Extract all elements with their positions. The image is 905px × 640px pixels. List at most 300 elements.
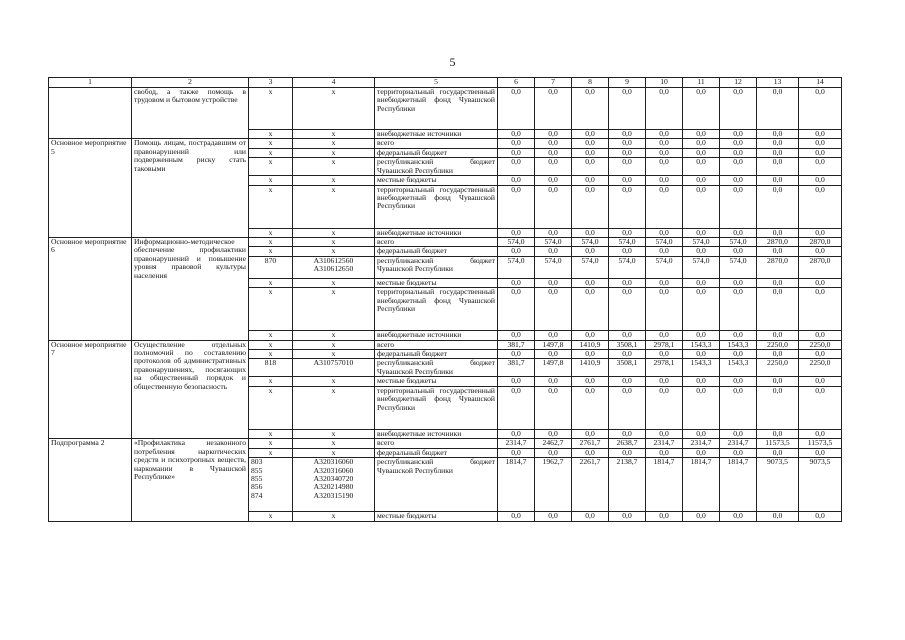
header-cell: 9 [609, 78, 646, 88]
grbs-cell: x [249, 448, 293, 457]
source-cell: местные бюджеты [375, 278, 498, 287]
value-cell: 0,0 [720, 278, 757, 287]
code-cell: x [293, 238, 375, 247]
value-cell: 0,0 [535, 278, 572, 287]
value-cell: 0,0 [799, 88, 842, 130]
value-cell: 1543,3 [683, 359, 720, 377]
value-cell: 0,0 [720, 448, 757, 457]
grbs-cell: x [249, 340, 293, 349]
value-cell: 0,0 [646, 386, 683, 429]
value-cell: 0,0 [799, 148, 842, 157]
event-label: Основное мероприятие 5 [49, 139, 132, 238]
value-cell: 0,0 [799, 278, 842, 287]
source-cell: республиканский бюджет Чувашской Республики [375, 359, 498, 377]
value-cell: 0,0 [720, 377, 757, 386]
value-cell: 0,0 [799, 288, 842, 331]
value-cell: 0,0 [572, 247, 609, 256]
value-cell: 0,0 [572, 130, 609, 139]
value-cell: 2250,0 [799, 359, 842, 377]
grbs-cell: 870 [249, 256, 293, 278]
value-cell: 0,0 [609, 148, 646, 157]
value-cell: 0,0 [498, 448, 535, 457]
source-cell: внебюджетные источники [375, 429, 498, 438]
value-cell: 1814,7 [683, 458, 720, 512]
code-line: А320316060 [313, 457, 354, 467]
code-line: А310612560 [313, 256, 354, 265]
value-cell: 0,0 [572, 185, 609, 228]
code-cell: x [293, 350, 375, 359]
event-label: Основное мероприятие 7 [49, 340, 132, 439]
value-cell: 0,0 [572, 148, 609, 157]
source-cell: республиканский бюджет Чувашской Республики [375, 256, 498, 278]
code-line: А320316060 [313, 465, 354, 475]
source-cell: республиканский бюджет Чувашской Республики [375, 158, 498, 176]
code-cell: x [293, 288, 375, 331]
value-cell: 0,0 [572, 278, 609, 287]
grbs-line: 855 [251, 465, 263, 475]
value-cell: 0,0 [646, 350, 683, 359]
value-cell: 2250,0 [757, 340, 799, 349]
value-cell: 3508,1 [609, 359, 646, 377]
value-cell: 0,0 [609, 247, 646, 256]
value-cell: 0,0 [799, 228, 842, 237]
value-cell: 574,0 [609, 256, 646, 278]
value-cell: 0,0 [646, 185, 683, 228]
value-cell: 0,0 [535, 386, 572, 429]
value-cell: 0,0 [757, 185, 799, 228]
value-cell: 2978,1 [646, 340, 683, 349]
header-cell: 5 [375, 78, 498, 88]
value-cell: 381,7 [498, 340, 535, 349]
value-cell: 0,0 [535, 130, 572, 139]
value-cell: 0,0 [498, 176, 535, 185]
value-cell: 0,0 [757, 228, 799, 237]
grbs-cell: x [249, 288, 293, 331]
value-cell: 0,0 [498, 386, 535, 429]
value-cell: 0,0 [646, 228, 683, 237]
budget-table [48, 77, 842, 522]
value-cell: 0,0 [535, 176, 572, 185]
value-cell: 0,0 [757, 130, 799, 139]
value-cell: 0,0 [757, 247, 799, 256]
value-cell: 0,0 [757, 278, 799, 287]
code-line: А320214980 [313, 482, 354, 492]
value-cell: 0,0 [572, 386, 609, 429]
code-cell: x [293, 247, 375, 256]
source-cell: федеральный бюджет [375, 448, 498, 457]
event-label: Подпрограмма 2 [49, 439, 132, 521]
code-line: А320315190 [313, 490, 354, 500]
value-cell: 0,0 [609, 278, 646, 287]
value-cell: 1814,7 [646, 458, 683, 512]
value-cell: 0,0 [535, 88, 572, 130]
code-cell: x [293, 148, 375, 157]
header-cell: 14 [799, 78, 842, 88]
value-cell: 2638,7 [609, 439, 646, 448]
grbs-cell: x [249, 439, 293, 448]
grbs-cell: x [249, 377, 293, 386]
code-cell: x [293, 377, 375, 386]
value-cell: 9073,5 [799, 458, 842, 512]
value-cell: 574,0 [572, 238, 609, 247]
value-cell: 2261,7 [572, 458, 609, 512]
value-cell: 0,0 [609, 130, 646, 139]
value-cell: 574,0 [572, 256, 609, 278]
code-cell: x [293, 386, 375, 429]
value-cell: 0,0 [498, 247, 535, 256]
value-cell: 0,0 [535, 139, 572, 148]
grbs-cell: x [249, 247, 293, 256]
value-cell: 0,0 [757, 331, 799, 340]
grbs-cell: x [249, 331, 293, 340]
value-cell: 0,0 [572, 377, 609, 386]
code-cell: x [293, 278, 375, 287]
value-cell: 0,0 [535, 158, 572, 176]
value-cell: 0,0 [609, 185, 646, 228]
value-cell: 0,0 [646, 88, 683, 130]
value-cell: 0,0 [609, 512, 646, 521]
value-cell: 0,0 [498, 350, 535, 359]
source-cell: всего [375, 238, 498, 247]
value-cell: 0,0 [799, 350, 842, 359]
header-cell: 6 [498, 78, 535, 88]
value-cell: 0,0 [609, 350, 646, 359]
value-cell: 0,0 [683, 88, 720, 130]
value-cell: 0,0 [609, 331, 646, 340]
value-cell: 1410,9 [572, 340, 609, 349]
code-cell: x [293, 512, 375, 521]
event-description: свобод, а также помощь в трудовом и бытовом устройстве [132, 88, 249, 139]
value-cell: 574,0 [535, 238, 572, 247]
value-cell: 574,0 [646, 238, 683, 247]
value-cell: 381,7 [498, 359, 535, 377]
value-cell: 574,0 [535, 256, 572, 278]
code-cell: x [293, 88, 375, 130]
value-cell: 0,0 [498, 88, 535, 130]
value-cell: 574,0 [498, 256, 535, 278]
value-cell: 0,0 [799, 185, 842, 228]
code-cell [293, 256, 375, 278]
code-line: А320340720 [313, 473, 354, 483]
value-cell: 0,0 [757, 448, 799, 457]
grbs-cell: x [249, 386, 293, 429]
code-line: А310612650 [313, 264, 354, 274]
source-cell: республиканский бюджет Чувашской Республики [375, 458, 498, 512]
grbs-cell: x [249, 228, 293, 237]
value-cell: 0,0 [498, 228, 535, 237]
table-row [49, 340, 842, 349]
value-cell: 0,0 [609, 386, 646, 429]
source-cell: федеральный бюджет [375, 350, 498, 359]
value-cell: 0,0 [720, 247, 757, 256]
value-cell: 0,0 [683, 386, 720, 429]
grbs-cell: x [249, 88, 293, 130]
source-cell: территориальный государственный внебюджетный фонд Чувашской Республики [375, 185, 498, 228]
value-cell: 0,0 [609, 88, 646, 130]
value-cell: 574,0 [683, 238, 720, 247]
source-cell: всего [375, 439, 498, 448]
value-cell: 2314,7 [683, 439, 720, 448]
source-cell: местные бюджеты [375, 512, 498, 521]
value-cell: 0,0 [720, 331, 757, 340]
header-cell: 8 [572, 78, 609, 88]
value-cell: 0,0 [646, 247, 683, 256]
header-cell: 10 [646, 78, 683, 88]
value-cell: 0,0 [572, 350, 609, 359]
value-cell: 0,0 [683, 448, 720, 457]
value-cell: 0,0 [535, 228, 572, 237]
value-cell: 0,0 [799, 331, 842, 340]
header-row [49, 78, 842, 88]
grbs-cell: x [249, 238, 293, 247]
header-cell: 13 [757, 78, 799, 88]
value-cell: 0,0 [720, 88, 757, 130]
table-row [49, 139, 842, 148]
value-cell: 0,0 [535, 350, 572, 359]
value-cell: 2761,7 [572, 439, 609, 448]
value-cell: 0,0 [757, 429, 799, 438]
value-cell: 0,0 [535, 331, 572, 340]
value-cell: 0,0 [757, 148, 799, 157]
grbs-cell: x [249, 429, 293, 438]
value-cell: 1543,3 [683, 340, 720, 349]
value-cell: 574,0 [720, 238, 757, 247]
value-cell: 0,0 [572, 429, 609, 438]
value-cell: 2870,0 [757, 238, 799, 247]
grbs-cell: 818 [249, 359, 293, 377]
header-cell: 1 [49, 78, 132, 88]
value-cell: 0,0 [683, 429, 720, 438]
value-cell: 0,0 [646, 512, 683, 521]
value-cell: 0,0 [683, 512, 720, 521]
value-cell: 0,0 [799, 158, 842, 176]
header-cell: 4 [293, 78, 375, 88]
table-body [49, 78, 842, 522]
value-cell: 11573,5 [799, 439, 842, 448]
value-cell: 0,0 [609, 448, 646, 457]
value-cell: 0,0 [646, 148, 683, 157]
value-cell: 2870,0 [799, 238, 842, 247]
grbs-cell: x [249, 130, 293, 139]
value-cell: 0,0 [572, 448, 609, 457]
value-cell: 11573,5 [757, 439, 799, 448]
value-cell: 0,0 [572, 512, 609, 521]
source-cell: местные бюджеты [375, 377, 498, 386]
value-cell: 2138,7 [609, 458, 646, 512]
event-description: Помощь лицам, пострадавшим от правонарушений или подверженным риску стать таковыми [132, 139, 249, 238]
value-cell: 0,0 [720, 429, 757, 438]
value-cell: 0,0 [799, 448, 842, 457]
value-cell: 0,0 [646, 176, 683, 185]
value-cell: 0,0 [498, 377, 535, 386]
source-cell: внебюджетные источники [375, 331, 498, 340]
value-cell: 0,0 [799, 130, 842, 139]
value-cell: 0,0 [683, 247, 720, 256]
value-cell: 0,0 [646, 139, 683, 148]
value-cell: 0,0 [609, 429, 646, 438]
event-description: «Профилактика незаконного потребления наркотических средств и психотропных веществ, наркомании в Чувашской Республике» [132, 439, 249, 521]
value-cell: 0,0 [498, 288, 535, 331]
value-cell: 0,0 [757, 88, 799, 130]
source-cell: внебюджетные источники [375, 130, 498, 139]
code-cell: x [293, 139, 375, 148]
value-cell: 0,0 [799, 512, 842, 521]
value-cell: 574,0 [646, 256, 683, 278]
value-cell: 2314,7 [646, 439, 683, 448]
value-cell: 3508,1 [609, 340, 646, 349]
value-cell: 0,0 [683, 288, 720, 331]
source-cell: территориальный государственный внебюджетный фонд Чувашской Республики [375, 386, 498, 429]
source-cell: федеральный бюджет [375, 148, 498, 157]
value-cell: 0,0 [799, 377, 842, 386]
grbs-line: 855 [251, 473, 263, 483]
value-cell: 0,0 [646, 429, 683, 438]
value-cell: 0,0 [498, 512, 535, 521]
value-cell: 0,0 [646, 331, 683, 340]
header-cell: 2 [132, 78, 249, 88]
value-cell: 0,0 [720, 176, 757, 185]
table-row [49, 88, 842, 130]
value-cell: 0,0 [498, 148, 535, 157]
event-description: Информационно-методическое обеспечение профилактики правонарушений и повышение уровня правовой культуры населения [132, 238, 249, 341]
value-cell: 0,0 [572, 88, 609, 130]
value-cell: 0,0 [498, 429, 535, 438]
code-cell: А310757010 [293, 359, 375, 377]
value-cell: 1497,8 [535, 359, 572, 377]
value-cell: 0,0 [498, 139, 535, 148]
value-cell: 2978,1 [646, 359, 683, 377]
grbs-cell [249, 458, 293, 512]
value-cell: 574,0 [720, 256, 757, 278]
grbs-cell: x [249, 185, 293, 228]
value-cell: 574,0 [683, 256, 720, 278]
value-cell: 0,0 [799, 247, 842, 256]
code-cell: x [293, 185, 375, 228]
value-cell: 0,0 [609, 158, 646, 176]
value-cell: 0,0 [572, 331, 609, 340]
value-cell: 0,0 [498, 130, 535, 139]
value-cell: 0,0 [535, 377, 572, 386]
grbs-cell: x [249, 176, 293, 185]
source-cell: местные бюджеты [375, 176, 498, 185]
header-cell: 12 [720, 78, 757, 88]
code-cell: x [293, 429, 375, 438]
value-cell: 0,0 [757, 386, 799, 429]
value-cell: 0,0 [535, 148, 572, 157]
value-cell: 0,0 [683, 139, 720, 148]
value-cell: 0,0 [535, 288, 572, 331]
source-cell: внебюджетные источники [375, 228, 498, 237]
value-cell: 0,0 [720, 350, 757, 359]
header-cell: 3 [249, 78, 293, 88]
value-cell: 2462,7 [535, 439, 572, 448]
value-cell: 0,0 [572, 139, 609, 148]
value-cell: 0,0 [572, 158, 609, 176]
value-cell: 0,0 [683, 130, 720, 139]
event-description: Осуществление отдельных полномочий по составлению протоколов об административных правонарушениях, посягающих на общественный порядок и общественную безопасность [132, 340, 249, 439]
value-cell: 0,0 [683, 278, 720, 287]
value-cell: 0,0 [720, 158, 757, 176]
value-cell: 0,0 [646, 158, 683, 176]
source-cell: территориальный государственный внебюджетный фонд Чувашской Республики [375, 288, 498, 331]
value-cell: 0,0 [683, 148, 720, 157]
value-cell: 0,0 [720, 130, 757, 139]
grbs-line: 803 [251, 457, 263, 467]
value-cell: 0,0 [498, 331, 535, 340]
value-cell: 574,0 [498, 238, 535, 247]
value-cell: 0,0 [646, 130, 683, 139]
value-cell: 0,0 [757, 176, 799, 185]
code-cell: x [293, 158, 375, 176]
value-cell: 0,0 [609, 377, 646, 386]
grbs-cell: x [249, 158, 293, 176]
value-cell: 2314,7 [498, 439, 535, 448]
value-cell: 9073,5 [757, 458, 799, 512]
grbs-cell: x [249, 139, 293, 148]
value-cell: 0,0 [498, 158, 535, 176]
value-cell: 0,0 [683, 350, 720, 359]
code-cell: x [293, 130, 375, 139]
code-cell: x [293, 448, 375, 457]
code-cell: x [293, 439, 375, 448]
value-cell: 0,0 [646, 448, 683, 457]
value-cell: 0,0 [535, 448, 572, 457]
value-cell: 0,0 [535, 512, 572, 521]
source-cell: федеральный бюджет [375, 247, 498, 256]
value-cell: 0,0 [609, 228, 646, 237]
grbs-cell: x [249, 278, 293, 287]
value-cell: 0,0 [720, 386, 757, 429]
value-cell: 1497,8 [535, 340, 572, 349]
value-cell: 0,0 [683, 331, 720, 340]
value-cell: 0,0 [572, 176, 609, 185]
value-cell: 0,0 [609, 139, 646, 148]
value-cell: 0,0 [799, 176, 842, 185]
grbs-cell: x [249, 350, 293, 359]
value-cell: 0,0 [646, 278, 683, 287]
value-cell: 0,0 [720, 512, 757, 521]
value-cell: 0,0 [757, 139, 799, 148]
value-cell: 0,0 [535, 247, 572, 256]
value-cell: 0,0 [609, 176, 646, 185]
value-cell: 1814,7 [498, 458, 535, 512]
value-cell: 0,0 [720, 228, 757, 237]
value-cell: 0,0 [757, 512, 799, 521]
value-cell: 0,0 [683, 158, 720, 176]
value-cell: 0,0 [683, 176, 720, 185]
code-cell: x [293, 331, 375, 340]
value-cell: 0,0 [720, 288, 757, 331]
source-cell: территориальный государственный внебюджетный фонд Чувашской Республики [375, 88, 498, 130]
value-cell: 2250,0 [757, 359, 799, 377]
value-cell: 0,0 [646, 377, 683, 386]
value-cell: 0,0 [535, 185, 572, 228]
table-row [49, 238, 842, 247]
value-cell: 1410,9 [572, 359, 609, 377]
code-cell: x [293, 176, 375, 185]
value-cell: 0,0 [498, 185, 535, 228]
value-cell: 2250,0 [799, 340, 842, 349]
value-cell: 0,0 [720, 185, 757, 228]
value-cell: 0,0 [757, 158, 799, 176]
value-cell: 0,0 [757, 288, 799, 331]
value-cell: 0,0 [757, 350, 799, 359]
grbs-line: 856 [251, 482, 263, 492]
header-cell: 11 [683, 78, 720, 88]
event-label [49, 88, 132, 139]
value-cell: 0,0 [572, 228, 609, 237]
value-cell: 1962,7 [535, 458, 572, 512]
